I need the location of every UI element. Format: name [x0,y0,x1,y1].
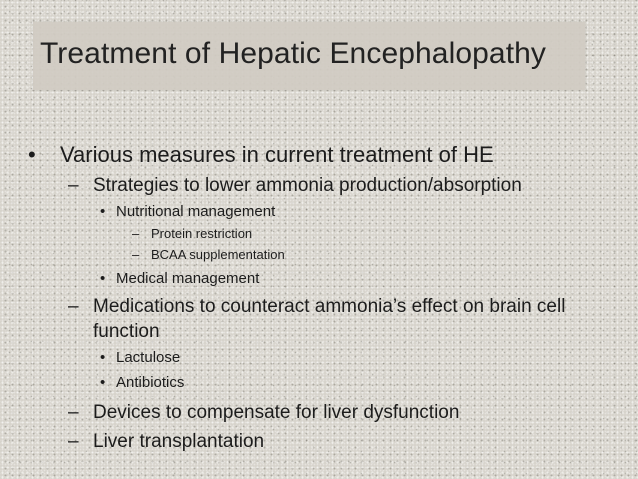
sub-sub-item-text: Medical management [116,270,260,287]
detail-item-protein [28,224,618,244]
sub-item-transplant [28,429,618,454]
sub-sub-item-text: Lactulose [116,349,181,366]
detail-item-text: BCAA supplementation [151,247,285,262]
bullet-marker: • [100,374,106,391]
sub-sub-item-text: Nutritional management [116,203,276,220]
dash-marker: – [132,226,140,241]
sub-item-strategies [28,173,618,198]
sub-sub-item-text: Antibiotics [116,374,185,391]
sub-sub-item-lactulose [28,347,618,369]
bullet-marker: • [100,203,106,220]
detail-item-bcaa [28,245,618,265]
bullet-marker: • [100,270,106,287]
dash-marker: – [132,247,140,262]
detail-item-text: Protein restriction [151,226,253,241]
sub-item-devices [28,400,618,425]
bullet-marker: • [100,349,106,366]
sub-item-text: Medications to counteract ammonia’s effect on brain cell function [93,296,566,342]
bullet-list [28,140,618,454]
slide-title: Treatment of Hepatic Encephalopathy [40,37,547,70]
sub-sub-item-antibiotics [28,372,618,394]
sub-item-text: Devices to compensate for liver dysfunction [93,402,460,423]
sub-sub-item-nutritional [28,201,618,223]
dash-marker: – [68,175,79,196]
bullet-marker: • [28,142,36,167]
dash-marker: – [68,296,79,317]
sub-item-text: Strategies to lower ammonia production/absorption [93,175,522,196]
bullet-item-main [28,140,618,169]
sub-item-text: Liver transplantation [93,431,265,452]
sub-item-medications [28,294,618,344]
dash-marker: – [68,431,79,452]
sub-sub-item-medical [28,268,618,290]
bullet-text: Various measures in current treatment of HE [60,142,494,167]
dash-marker: – [68,402,79,423]
